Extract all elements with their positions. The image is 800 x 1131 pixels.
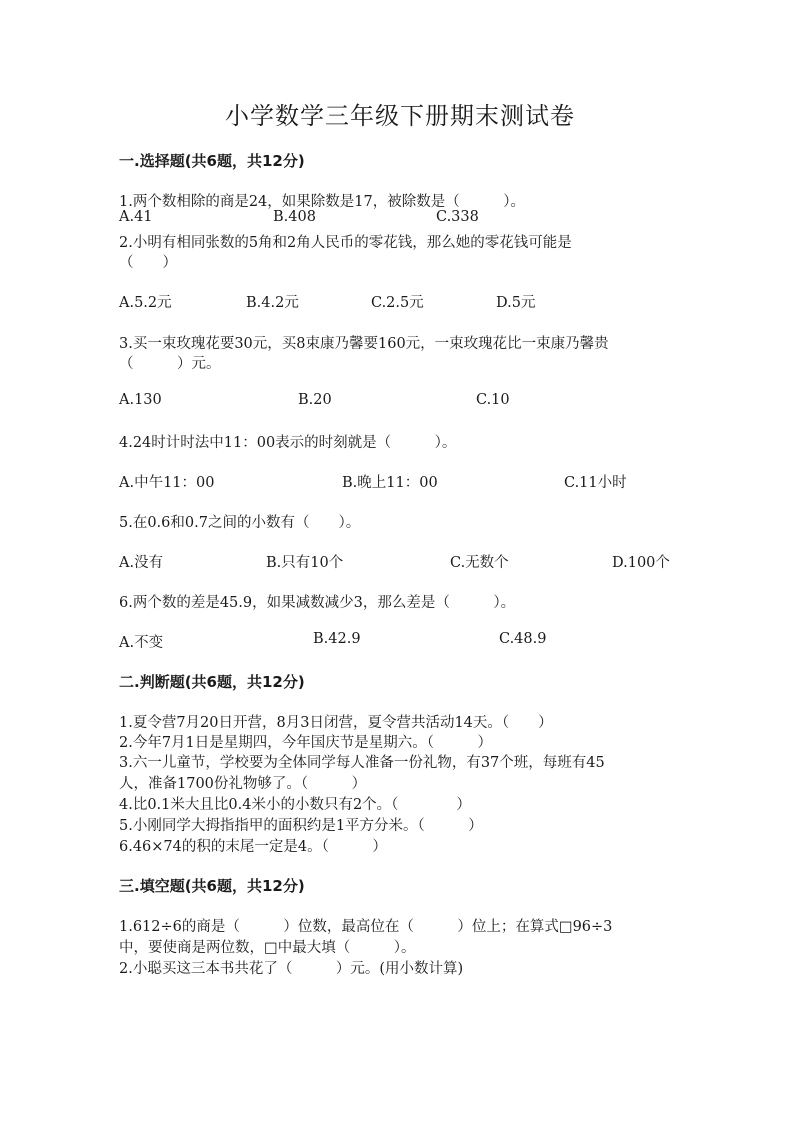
judge-line-1: 1.夏令营7月20日开营，8月3日闭营，夏令营共活动14天。（ ） bbox=[119, 715, 553, 731]
question-1-stem: 1.两个数相除的商是24，如果除数是17，被除数是（ ）。 bbox=[119, 194, 525, 210]
question-1-option-c: C.338 bbox=[436, 209, 479, 225]
section-heading-judge: 二.判断题(共6题，共12分) bbox=[119, 673, 305, 691]
question-6-stem: 6.两个数的差是45.9，如果减数减少3，那么差是（ ）。 bbox=[119, 595, 516, 611]
section-heading-fill: 三.填空题(共6题，共12分) bbox=[119, 877, 305, 895]
question-2-option-d: D.5元 bbox=[496, 295, 536, 311]
question-2-option-c: C.2.5元 bbox=[371, 295, 424, 311]
judge-line-6: 5.小刚同学大拇指指甲的面积约是1平方分米。（ ） bbox=[119, 818, 483, 834]
fill-line-2: 中，要使商是两位数，□中最大填（ ）。 bbox=[119, 940, 416, 956]
section-heading-choice: 一.选择题(共6题，共12分) bbox=[119, 152, 305, 170]
question-4-option-b: B.晚上11：00 bbox=[342, 475, 438, 491]
question-6-option-c: C.48.9 bbox=[499, 631, 547, 647]
question-3-stem-line-2: （ ）元。 bbox=[119, 356, 221, 372]
fill-line-1: 1.612÷6的商是（ ）位数，最高位在（ ）位上；在算式□96÷3 bbox=[119, 919, 613, 935]
question-2-option-b: B.4.2元 bbox=[246, 295, 299, 311]
question-5-option-a: A.没有 bbox=[119, 555, 164, 571]
question-6-option-a: A.不变 bbox=[119, 635, 164, 651]
question-5-stem: 5.在0.6和0.7之间的小数有（ ）。 bbox=[119, 515, 361, 531]
question-1-option-a: A.41 bbox=[119, 209, 153, 225]
judge-line-4: 人，准备1700份礼物够了。（ ） bbox=[119, 776, 367, 792]
judge-line-7: 6.46×74的积的末尾一定是4。（ ） bbox=[119, 839, 387, 855]
question-2-option-a: A.5.2元 bbox=[119, 295, 172, 311]
judge-line-2: 2.今年7月1日是星期四，今年国庆节是星期六。（ ） bbox=[119, 735, 493, 751]
judge-line-5: 4.比0.1米大且比0.4米小的小数只有2个。（ ） bbox=[119, 797, 471, 813]
question-3-stem: 3.买一束玫瑰花要30元，买8束康乃馨要160元，一束玫瑰花比一束康乃馨贵 bbox=[119, 336, 609, 352]
question-2-stem: 2.小明有相同张数的5角和2角人民币的零花钱，那么她的零花钱可能是 bbox=[119, 235, 572, 251]
question-4-option-c: C.11小时 bbox=[564, 475, 627, 491]
question-5-option-b: B.只有10个 bbox=[266, 555, 344, 571]
question-3-option-c: C.10 bbox=[476, 392, 510, 408]
question-1-option-b: B.408 bbox=[273, 209, 316, 225]
question-4-stem: 4.24时计时法中11：00表示的时刻就是（ ）。 bbox=[119, 435, 457, 451]
question-5-option-d: D.100个 bbox=[612, 555, 670, 571]
question-5-option-c: C.无数个 bbox=[450, 555, 509, 571]
question-2-stem-line-2: （ ） bbox=[119, 255, 177, 271]
fill-line-3: 2.小聪买这三本书共花了（ ）元。(用小数计算) bbox=[119, 961, 464, 977]
question-4-option-a: A.中午11：00 bbox=[119, 475, 215, 491]
question-3-option-a: A.130 bbox=[119, 392, 162, 408]
question-3-option-b: B.20 bbox=[298, 392, 332, 408]
page-title: 小学数学三年级下册期末测试卷 bbox=[225, 102, 575, 130]
question-6-option-b: B.42.9 bbox=[313, 631, 361, 647]
judge-line-3: 3.六一儿童节，学校要为全体同学每人准备一份礼物，有37个班，每班有45 bbox=[119, 755, 605, 771]
